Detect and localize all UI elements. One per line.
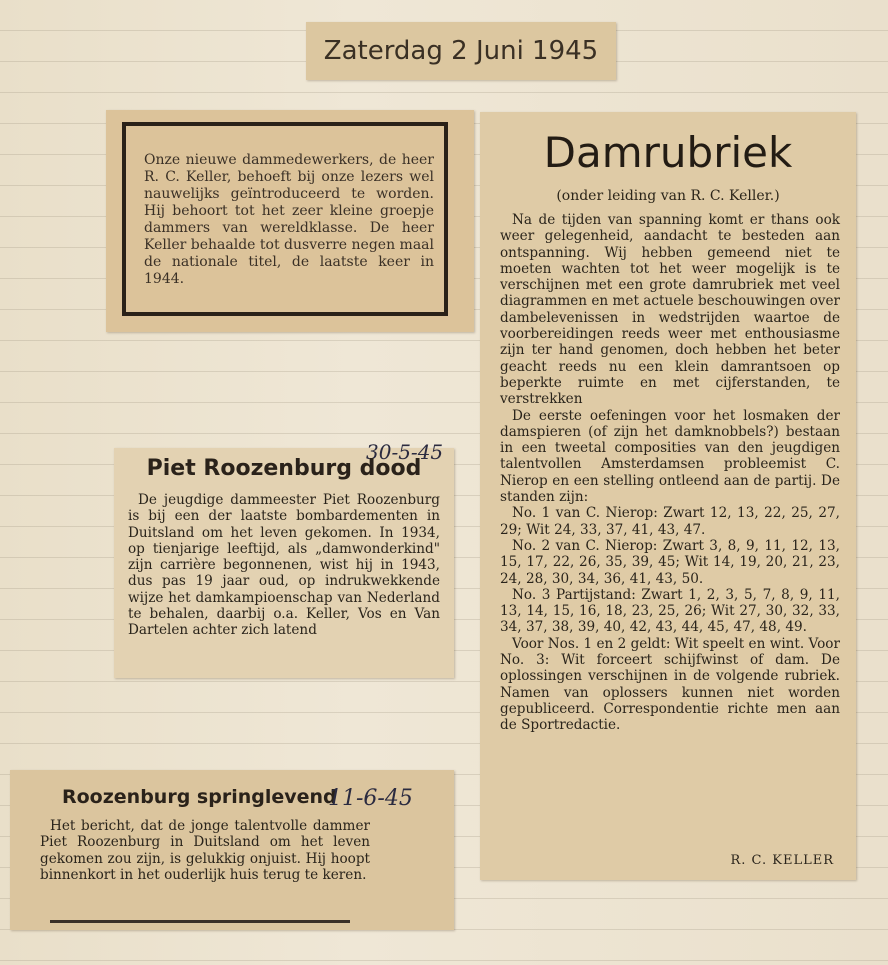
damrubriek-paragraph: De eerste oefeningen voor het losmaken der damspieren (of zijn het damknobbels?) bestaan in een tweetal composities van den jeugdigen talentvollen Amsterdamsen probleemist C. Nierop en een stelling ontleend aan de partij. De standen zijn: (500, 407, 840, 506)
intro-clipping (106, 110, 474, 332)
damrubriek-paragraph: No. 2 van C. Nierop: Zwart 3, 8, 9, 11, 12, 13, 15, 17, 22, 26, 35, 39, 45; Wit 14, 19, 20, 21, 23, 24, 28, 30, 34, 36, 41, 43, 50. (500, 537, 840, 587)
divider (50, 920, 350, 923)
dood-title: Piet Roozenburg dood (146, 456, 422, 481)
dood-body (128, 492, 440, 639)
springlevend-title: Roozenburg springlevend (62, 786, 337, 808)
springlevend-clipping (10, 770, 454, 930)
damrubriek-signature: R. C. KELLER (730, 853, 834, 868)
springlevend-handwritten-date: 11-6-45 (328, 786, 413, 811)
damrubriek-paragraph: Na de tijden van spanning komt er thans ook weer gelegenheid, aandacht te besteden aan ontspanning. Wij hebben gemeend niet te moeten wachten tot het weer mogelijk is te verschijnen met een grote damrubriek met veel diagrammen en met actuele beschouwingen over dambelevenissen in wedstrijden waartoe de voorbereidingen reeds weer met enthousiasme zijn ter hand genomen, doch hebben het beter geacht reeds nu een klein damrantsoen op beperkte ruimte en met cijferstanden, te verstrekken (500, 212, 840, 408)
damrubriek-title: Damrubriek (543, 128, 793, 177)
intro-notice-text: Onze nieuwe dammedewerkers, de heer R. C. Keller, behoeft bij onze lezers wel nauwelijks geïntroduceerd te worden. Hij behoort tot het zeer kleine groepje dammers van wereldklasse. De heer Keller behaalde tot dusverre negen maal de nationale titel, de laatste keer in 1944. (144, 152, 434, 287)
date-text: Zaterdag 2 Juni 1945 (323, 36, 599, 66)
damrubriek-clipping (480, 112, 856, 880)
intro-notice-box (122, 122, 448, 316)
springlevend-body (40, 818, 370, 883)
damrubriek-subtitle: (onder leiding van R. C. Keller.) (556, 188, 780, 204)
damrubriek-paragraph: No. 1 van C. Nierop: Zwart 12, 13, 22, 25, 27, 29; Wit 24, 33, 37, 41, 43, 47. (500, 505, 840, 538)
damrubriek-paragraph: Voor Nos. 1 en 2 geldt: Wit speelt en wint. Voor No. 3: Wit forceert schijfwinst of dam. De oplossingen verschijnen in de volgende rubriek. Namen van oplossers kunnen niet worden gepubliceerd. Correspondentie richte men aan de Sportredactie. (500, 635, 840, 734)
date-clipping (306, 22, 616, 80)
damrubriek-paragraph: No. 3 Partijstand: Zwart 1, 2, 3, 5, 7, 8, 9, 11, 13, 14, 15, 16, 18, 23, 25, 26; Wit 27, 30, 32, 33, 34, 37, 38, 39, 40, 42, 43, 44, 45, 47, 48, 49. (500, 586, 840, 636)
dood-handwritten-date: 30-5-45 (366, 440, 444, 464)
dood-text: De jeugdige dammeester Piet Roozenburg is bij een der laatste bombardementen in Duitsland om het leven gekomen. In 1934, op tienjarige leeftijd, als „damwonderkind" zijn carrière begonnenen, wist hij in 1943, dus pas 19 jaar oud, op indrukwekkende wijze het damkampioenschap van Nederland te behalen, daarbij o.a. Keller, Vos en Van Dartelen achter zich latend (128, 492, 440, 639)
springlevend-text: Het bericht, dat de jonge talentvolle dammer Piet Roozenburg in Duitsland om het leven gekomen zou zijn, is gelukkig onjuist. Hij hoopt binnenkort in het ouderlijk huis terug te keren. (40, 818, 370, 883)
dood-clipping (114, 440, 454, 678)
damrubriek-body (500, 212, 840, 734)
